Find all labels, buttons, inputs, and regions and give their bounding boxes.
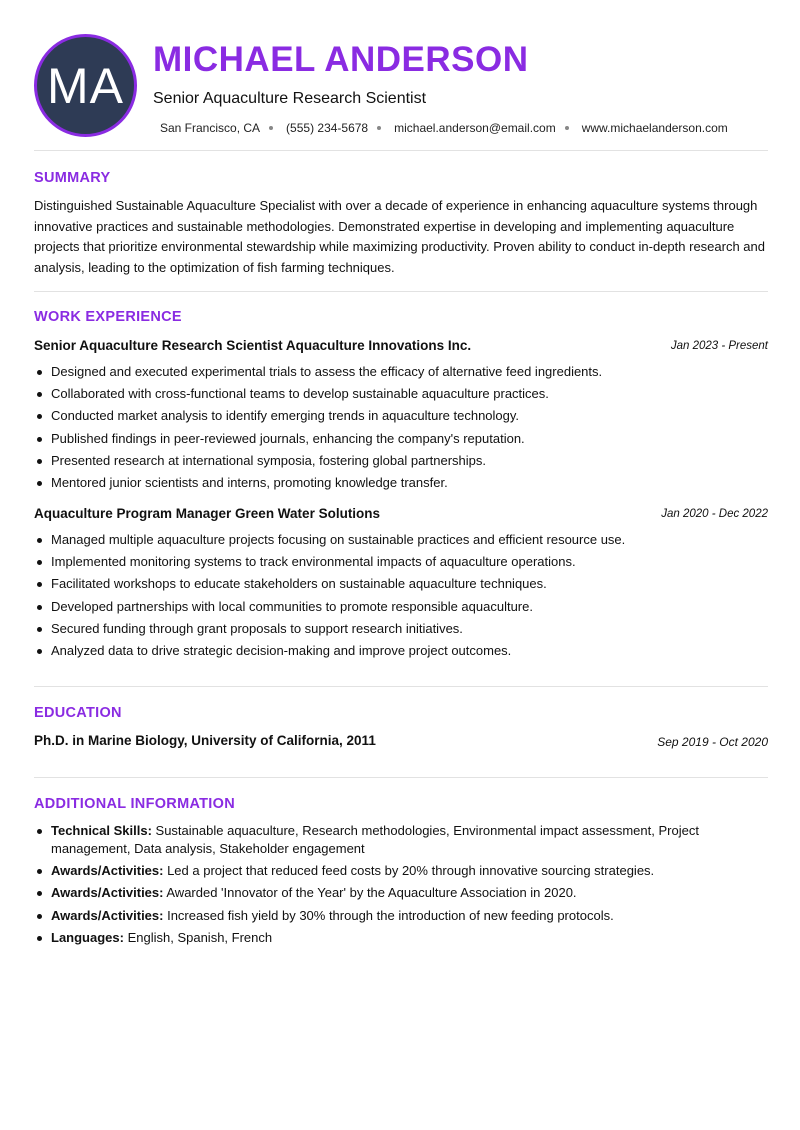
list-item: Presented research at international symposia, fostering global partnerships. xyxy=(34,452,768,470)
contact-website[interactable]: www.michaelanderson.com xyxy=(581,121,728,135)
job-date: Jan 2020 - Dec 2022 xyxy=(661,508,768,520)
candidate-name: MICHAEL ANDERSON xyxy=(153,40,529,79)
item-label: Technical Skills: xyxy=(51,823,152,838)
summary-heading: SUMMARY xyxy=(34,170,111,186)
candidate-title: Senior Aquaculture Research Scientist xyxy=(153,90,427,107)
resume-header xyxy=(34,34,768,138)
education-degree: Ph.D. in Marine Biology, University of California, 2011 xyxy=(34,733,376,748)
list-item xyxy=(34,862,714,880)
list-item: Analyzed data to drive strategic decision-making and improve project outcomes. xyxy=(34,642,768,660)
divider xyxy=(34,291,768,292)
list-item: Developed partnerships with local communities to promote responsible aquaculture. xyxy=(34,598,768,616)
item-label: Awards/Activities: xyxy=(51,907,164,923)
list-item xyxy=(34,907,714,925)
job-role: Aquaculture Program Manager Green Water Solutions xyxy=(34,506,381,521)
summary-text: Distinguished Sustainable Aquaculture Specialist with over a decade of experience in enhancing aquaculture systems through innovative practices and sustainable methodologies. Demonstrated expertise in developing and implementing aquaculture projects that prioritize environmental stewardship while maximizing productivity. Proven ability to conduct in-depth research and analysis, leading to the optimization of fish farming techniques. xyxy=(34,198,765,275)
list-item xyxy=(34,822,714,858)
job-header xyxy=(34,506,768,526)
contact-email[interactable]: michael.anderson@email.com xyxy=(394,121,556,135)
item-text: English, Spanish, French xyxy=(123,929,273,945)
avatar: MA xyxy=(34,34,137,137)
list-item: Secured funding through grant proposals to support research initiatives. xyxy=(34,620,768,638)
divider xyxy=(34,150,768,151)
item-label: Awards/Activities: xyxy=(51,885,164,901)
list-item: Conducted market analysis to identify emerging trends in aquaculture technology. xyxy=(34,407,768,425)
job-role: Senior Aquaculture Research Scientist Aquaculture Innovations Inc. xyxy=(34,338,472,353)
job-bullets xyxy=(34,531,768,664)
item-text: Awarded 'Innovator of the Year' by the Aquaculture Association in 2020. xyxy=(163,885,577,901)
item-text: Increased fish yield by 30% through the introduction of new feeding protocols. xyxy=(163,907,614,923)
additional-heading: ADDITIONAL INFORMATION xyxy=(34,796,235,812)
separator-dot xyxy=(269,126,273,130)
job-date: Jan 2023 - Present xyxy=(670,340,768,352)
separator-dot xyxy=(565,126,569,130)
list-item xyxy=(34,884,714,902)
item-text: Sustainable aquaculture, Research methodologies, Environmental impact assessment, Project management, Data analysis, Stakeholder engagement xyxy=(51,823,699,856)
separator-dot xyxy=(377,126,381,130)
contact-location: San Francisco, CA xyxy=(160,121,261,135)
list-item: Collaborated with cross-functional teams to develop sustainable aquaculture practices. xyxy=(34,385,768,403)
list-item: Implemented monitoring systems to track environmental impacts of aquaculture operations. xyxy=(34,553,768,571)
divider xyxy=(34,686,768,687)
list-item: Mentored junior scientists and interns, promoting knowledge transfer. xyxy=(34,474,768,492)
item-text: Led a project that reduced feed costs by 20% through innovative sourcing strategies. xyxy=(163,863,655,879)
education-date: Sep 2019 - Oct 2020 xyxy=(657,735,768,749)
list-item: Published findings in peer-reviewed journals, enhancing the company's reputation. xyxy=(34,430,768,448)
job-header xyxy=(34,338,768,358)
education-heading: EDUCATION xyxy=(34,705,122,721)
item-label: Languages: xyxy=(51,929,124,945)
divider xyxy=(34,777,768,778)
list-item: Designed and executed experimental trials to assess the efficacy of alternative feed ingredients. xyxy=(34,363,768,381)
experience-heading: WORK EXPERIENCE xyxy=(34,309,182,325)
item-label: Awards/Activities: xyxy=(51,863,164,879)
contact-phone: (555) 234-5678 xyxy=(286,121,369,135)
job-bullets xyxy=(34,363,768,496)
list-item: Facilitated workshops to educate stakeholders on sustainable aquaculture techniques. xyxy=(34,575,768,593)
list-item: Managed multiple aquaculture projects focusing on sustainable practices and efficient resource use. xyxy=(34,531,768,549)
contact-bar xyxy=(160,121,728,135)
education-entry xyxy=(34,733,768,753)
list-item xyxy=(34,929,714,947)
additional-list xyxy=(34,822,714,951)
